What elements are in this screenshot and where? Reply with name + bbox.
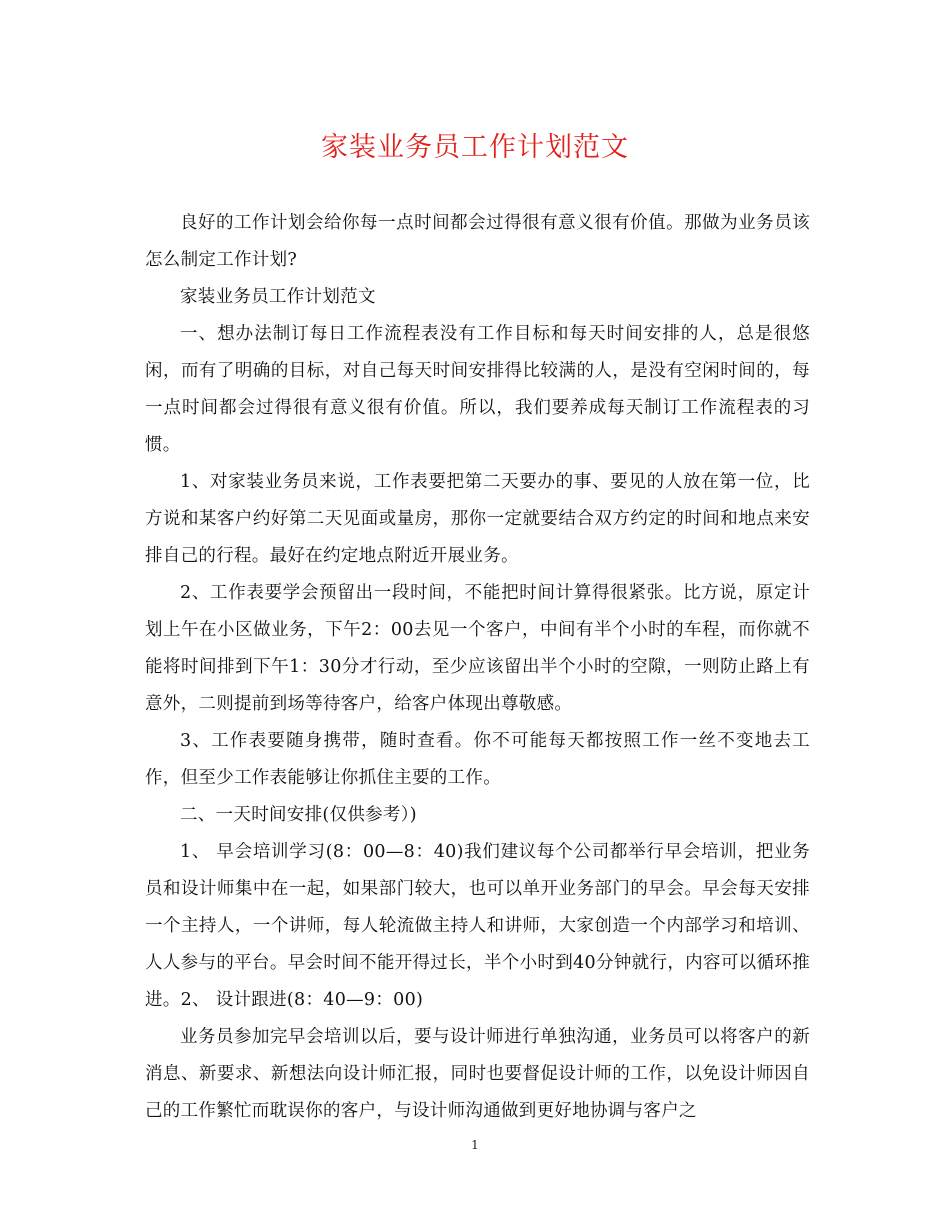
paragraph-section-two: 二、一天时间安排(仅供参考）) bbox=[180, 805, 417, 825]
paragraph-item-2: 2、工作表要学会预留出一段时间，不能把时间计算得很紧张。比方说，原定计划上午在小区做业务，下午2：00去见一个客户，中间有半个小时的车程，而你就不能将时间排到下午1：30分才行动，至少应该留出半个小时的空隙，一则防止路上有意外，二则提前到场等待客户，给客户体现出尊敬感。 bbox=[145, 583, 810, 714]
paragraph-item-3: 3、工作表要随身携带，随时查看。你不可能每天都按照工作一丝不变地去工作，但至少工作表能够让你抓住主要的工作。 bbox=[145, 731, 810, 788]
document-title: 家装业务员工作计划范文 bbox=[321, 132, 629, 163]
paragraph-design-followup: 业务员参加完早会培训以后，要与设计师进行单独沟通，业务员可以将客户的新消息、新要求、新想法向设计师汇报，同时也要督促设计师的工作，以免设计师因自己的工作繁忙而耽误你的客户，与设计师沟通做到更好地协调与客户之 bbox=[145, 1027, 810, 1121]
paragraph-subtitle: 家装业务员工作计划范文 bbox=[180, 287, 376, 307]
page-number: 1 bbox=[471, 1138, 479, 1152]
paragraph-section-one: 一、想办法制订每日工作流程表没有工作目标和每天时间安排的人，总是很悠闲，而有了明确的目标，对自己每天时间安排得比较满的人，是没有空闲时间的，每一点时间都会过得很有意义很有价值。所以，我们要养成每天制订工作流程表的习惯。 bbox=[145, 324, 810, 455]
paragraph-item-1: 1、对家装业务员来说，工作表要把第二天要办的事、要见的人放在第一位，比方说和某客户约好第二天见面或量房，那你一定就要结合双方约定的时间和地点来安排自己的行程。最好在约定地点附近开展业务。 bbox=[145, 472, 810, 566]
paragraph-intro: 良好的工作计划会给你每一点时间都会过得很有意义很有价值。那做为业务员该怎么制定工作计划? bbox=[145, 213, 810, 270]
paragraph-morning-meeting: 1、 早会培训学习(8：00—8：40)我们建议每个公司都举行早会培训，把业务员和设计师集中在一起，如果部门较大，也可以单开业务部门的早会。早会每天安排一个主持人，一个讲师，每人轮流做主持人和讲师，大家创造一个内部学习和培训、人人参与的平台。早会时间不能开得过长，半个小时到40分钟就行，内容可以循环推进。2、 设计跟进(8：40—9：00) bbox=[145, 842, 810, 1010]
document-body bbox=[145, 205, 810, 1130]
